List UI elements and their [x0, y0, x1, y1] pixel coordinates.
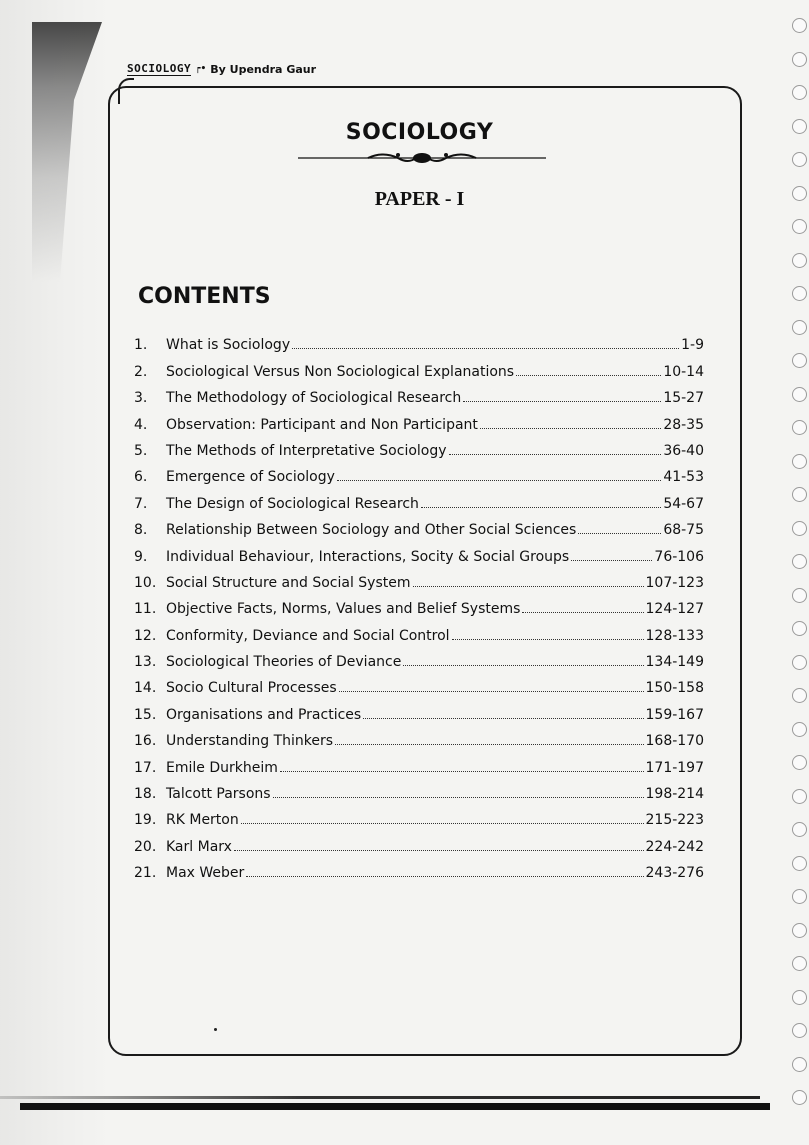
toc-number: 19.: [134, 812, 157, 829]
scan-speck: [214, 1028, 217, 1031]
toc-pages: 159-167: [645, 706, 704, 723]
toc-title: Karl Marx: [166, 838, 232, 855]
toc-number: 9.: [134, 548, 148, 565]
toc-leader: [578, 532, 661, 534]
toc-leader: [413, 585, 644, 587]
toc-number: 2.: [134, 363, 148, 380]
toc-title: Social Structure and Social System: [166, 574, 411, 591]
toc-title: Observation: Participant and Non Participant: [166, 416, 478, 433]
toc-pages: 128-133: [645, 627, 704, 644]
binder-hole: [792, 889, 807, 904]
binder-hole: [792, 454, 807, 469]
toc-title: Sociological Versus Non Sociological Explanations: [166, 363, 515, 380]
toc-leader: [452, 638, 644, 640]
toc-entry: [134, 617, 704, 643]
toc-number: 10.: [134, 574, 157, 591]
toc-title: RK Merton: [166, 812, 239, 829]
header-author: By Upendra Gaur: [210, 62, 317, 76]
toc-number: 7.: [134, 495, 148, 512]
contents-heading: CONTENTS: [138, 284, 271, 309]
toc-pages: 68-75: [663, 522, 704, 539]
toc-number: 12.: [134, 627, 157, 644]
toc-entry: [134, 380, 704, 406]
toc-title: Emile Durkheim: [166, 759, 278, 776]
paper-label: PAPER - I: [374, 188, 465, 210]
toc-title: Max Weber: [166, 865, 245, 882]
toc-leader: [449, 453, 662, 455]
binder-hole: [792, 353, 807, 368]
binder-hole: [792, 152, 807, 167]
toc-entry: [134, 855, 704, 881]
binder-hole: [792, 52, 807, 67]
toc-number: 18.: [134, 786, 157, 803]
binder-hole: [792, 219, 807, 234]
toc-leader: [522, 611, 643, 613]
toc-leader: [335, 743, 643, 745]
toc-pages: 198-214: [645, 786, 704, 803]
bottom-rule: [20, 1103, 770, 1110]
toc-number: 1.: [134, 337, 148, 354]
toc-title: Conformity, Deviance and Social Control: [166, 627, 450, 644]
toc-leader: [363, 717, 643, 719]
toc-pages: 36-40: [663, 442, 704, 459]
toc-entry: [134, 696, 704, 722]
toc-leader: [280, 770, 644, 772]
binder-hole: [792, 286, 807, 301]
toc-pages: 124-127: [645, 601, 704, 618]
toc-entry: [134, 723, 704, 749]
toc-title: Socio Cultural Processes: [166, 680, 337, 697]
toc-pages: 243-276: [645, 865, 704, 882]
binder-hole: [792, 688, 807, 703]
toc-pages: 134-149: [645, 654, 704, 671]
toc-entry: [134, 327, 704, 353]
binder-hole: [792, 990, 807, 1005]
toc-number: 13.: [134, 654, 157, 671]
toc-entry: [134, 485, 704, 511]
toc-pages: 41-53: [663, 469, 704, 486]
header-brand: SOCIOLOGY: [127, 62, 192, 75]
toc-entry: [134, 459, 704, 485]
toc-title: Talcott Parsons: [166, 786, 271, 803]
toc-pages: 215-223: [645, 812, 704, 829]
toc-leader: [571, 559, 652, 561]
binder-hole: [792, 320, 807, 335]
toc-title: What is Sociology: [166, 337, 291, 354]
toc-leader: [480, 427, 661, 429]
toc-number: 15.: [134, 706, 157, 723]
binder-hole: [792, 85, 807, 100]
toc-number: 8.: [134, 522, 148, 539]
toc-leader: [516, 374, 661, 376]
toc-pages: 224-242: [645, 838, 704, 855]
toc-title: Emergence of Sociology: [166, 469, 335, 486]
binder-hole: [792, 956, 807, 971]
binder-hole: [792, 521, 807, 536]
toc-pages: 168-170: [645, 733, 704, 750]
toc-entry: [134, 670, 704, 696]
toc-entry: [134, 644, 704, 670]
toc-number: 21.: [134, 865, 157, 882]
binder-hole: [792, 1090, 807, 1105]
toc-leader: [241, 822, 644, 824]
toc-entry: [134, 776, 704, 802]
toc-number: 14.: [134, 680, 157, 697]
toc-title: The Methods of Interpretative Sociology: [166, 442, 447, 459]
toc-title: Individual Behaviour, Interactions, Socity & Social Groups: [166, 548, 570, 565]
scan-edge-line: [0, 1096, 760, 1099]
toc-title: Relationship Between Sociology and Other Social Sciences: [166, 522, 577, 539]
toc-leader: [292, 347, 679, 349]
toc-pages: 150-158: [645, 680, 704, 697]
toc-leader: [234, 849, 644, 851]
toc-number: 6.: [134, 469, 148, 486]
binder-hole: [792, 755, 807, 770]
binder-hole: [792, 655, 807, 670]
binder-hole: [792, 822, 807, 837]
toc-title: Objective Facts, Norms, Values and Belief Systems: [166, 601, 521, 618]
toc-title: Understanding Thinkers: [166, 733, 334, 750]
running-header: [127, 62, 316, 76]
binder-hole: [792, 588, 807, 603]
toc-leader: [421, 506, 661, 508]
ornament-divider: [298, 150, 546, 166]
arrow-icon: ┍•: [195, 64, 207, 74]
table-of-contents: [134, 327, 704, 881]
toc-pages: 107-123: [645, 574, 704, 591]
toc-leader: [403, 664, 643, 666]
toc-entry: [134, 591, 704, 617]
toc-entry: [134, 406, 704, 432]
toc-leader: [339, 690, 644, 692]
toc-leader: [463, 400, 661, 402]
toc-number: 17.: [134, 759, 157, 776]
toc-title: Organisations and Practices: [166, 706, 362, 723]
binder-hole: [792, 18, 807, 33]
toc-entry: [134, 433, 704, 459]
binder-hole: [792, 1023, 807, 1038]
toc-leader: [246, 875, 643, 877]
toc-entry: [134, 749, 704, 775]
toc-pages: 28-35: [663, 416, 704, 433]
binder-hole: [792, 789, 807, 804]
toc-pages: 15-27: [663, 390, 704, 407]
toc-number: 4.: [134, 416, 148, 433]
toc-number: 5.: [134, 442, 148, 459]
toc-title: The Methodology of Sociological Research: [166, 390, 462, 407]
toc-entry: [134, 565, 704, 591]
binder-holes: [789, 18, 807, 1128]
toc-entry: [134, 512, 704, 538]
toc-pages: 54-67: [663, 495, 704, 512]
toc-leader: [337, 479, 661, 481]
binder-hole: [792, 554, 807, 569]
toc-entry: [134, 828, 704, 854]
binder-hole: [792, 487, 807, 502]
binder-hole: [792, 722, 807, 737]
binder-hole: [792, 420, 807, 435]
toc-number: 16.: [134, 733, 157, 750]
toc-entry: [134, 802, 704, 828]
toc-title: The Design of Sociological Research: [166, 495, 419, 512]
toc-number: 11.: [134, 601, 157, 618]
binder-hole: [792, 923, 807, 938]
binder-hole: [792, 856, 807, 871]
toc-pages: 171-197: [645, 759, 704, 776]
toc-pages: 76-106: [654, 548, 704, 565]
toc-number: 3.: [134, 390, 148, 407]
toc-entry: [134, 353, 704, 379]
toc-leader: [273, 796, 644, 798]
toc-entry: [134, 538, 704, 564]
binder-hole: [792, 621, 807, 636]
toc-pages: 1-9: [681, 337, 704, 354]
binder-hole: [792, 1057, 807, 1072]
binder-hole: [792, 253, 807, 268]
toc-pages: 10-14: [663, 363, 704, 380]
toc-title: Sociological Theories of Deviance: [166, 654, 402, 671]
toc-number: 20.: [134, 838, 157, 855]
binder-hole: [792, 387, 807, 402]
page-title: SOCIOLOGY: [345, 120, 494, 145]
